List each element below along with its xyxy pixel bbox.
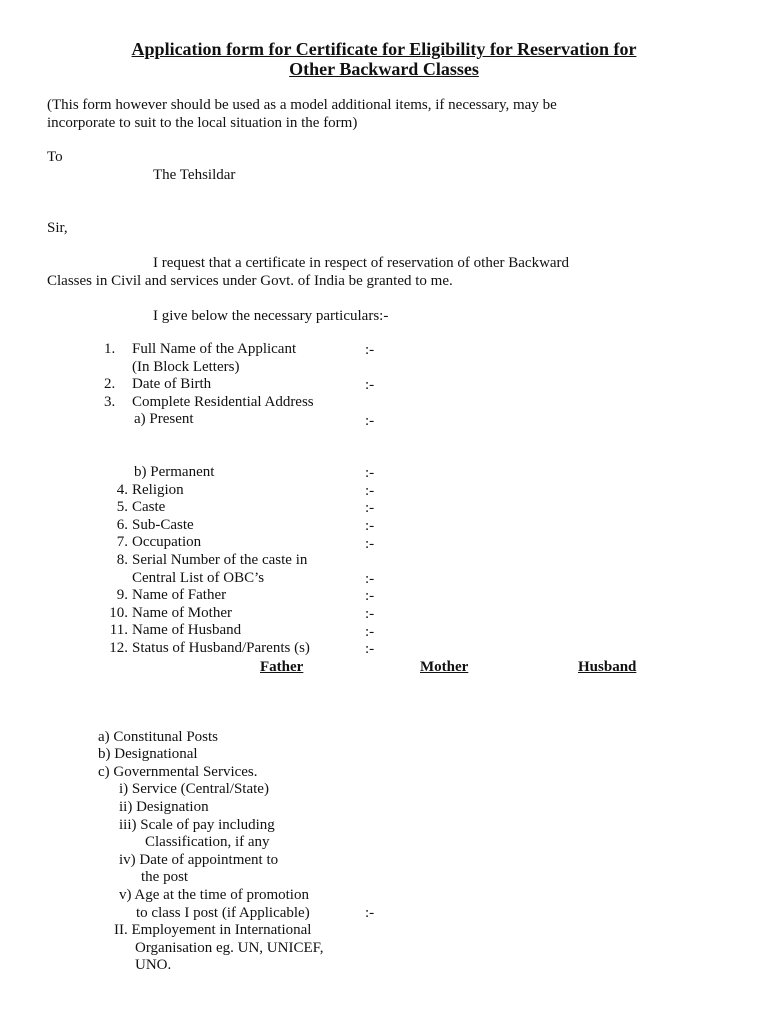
item-label: Sub-Caste	[132, 516, 194, 533]
post-item: iii) Scale of pay including	[119, 817, 275, 833]
item-number: 8.	[116, 551, 128, 568]
item-label: a) Present	[134, 411, 194, 428]
item-label: Central List of OBC’s	[132, 569, 265, 586]
item-label: Serial Number of the caste in	[132, 551, 308, 568]
form-title-line-1: Application form for Certificate for Eligibility for Reservation for	[131, 39, 637, 59]
post-item: c) Governmental Services.	[98, 764, 258, 780]
items-block-2	[132, 464, 310, 658]
item-number: 1.	[104, 341, 116, 357]
salutation: Sir,	[47, 220, 68, 236]
item-number: 12.	[109, 639, 128, 656]
item-label: (In Block Letters)	[132, 358, 240, 375]
item-label: Name of Husband	[132, 622, 242, 639]
note-line-1: (This form however should be used as a model additional items, if necessary, may be	[47, 97, 557, 113]
item-label: Date of Birth	[132, 376, 212, 393]
item-label: Occupation	[132, 534, 202, 551]
item-number: 5.	[116, 499, 128, 516]
separator: :-	[365, 500, 375, 516]
separator: :-	[365, 483, 375, 499]
separator: :-	[365, 905, 375, 921]
separator: :-	[365, 571, 375, 587]
header-husband: Husband	[578, 659, 637, 675]
item-number: 2.	[104, 376, 116, 393]
item-label: Status of Husband/Parents (s)	[132, 639, 310, 656]
post-item: i) Service (Central/State)	[119, 781, 269, 797]
separator: :-	[365, 377, 375, 393]
to-label: To	[47, 149, 63, 165]
particulars-intro: I give below the necessary particulars:-	[153, 308, 389, 324]
separator: :-	[365, 624, 375, 640]
post-item: Classification, if any	[145, 834, 270, 850]
separator: :-	[365, 641, 375, 657]
separator: :-	[365, 413, 375, 429]
request-line-2: Classes in Civil and services under Govt. of India be granted to me.	[47, 273, 453, 289]
separator: :-	[365, 606, 375, 622]
item-label: b) Permanent	[134, 464, 215, 480]
separator: :-	[365, 518, 375, 534]
post-item: II. Employement in International	[114, 922, 312, 938]
form-title-line-2: Other Backward Classes	[289, 59, 479, 79]
separator: :-	[365, 536, 375, 552]
post-item: Organisation eg. UN, UNICEF,	[135, 940, 324, 956]
item-number: 3.	[104, 393, 116, 410]
item-numbers-2	[100, 464, 128, 658]
post-item: ii) Designation	[119, 799, 209, 815]
post-item: b) Designational	[98, 746, 198, 762]
request-line-1: I request that a certificate in respect of reservation of other Backward	[153, 255, 570, 271]
header-mother: Mother	[420, 659, 469, 675]
item-number: 9.	[116, 587, 128, 604]
post-item: a) Constitunal Posts	[98, 729, 219, 745]
item-number: 11.	[109, 622, 128, 639]
separator: :-	[365, 588, 375, 604]
items-block-1	[132, 341, 314, 429]
post-item: UNO.	[135, 957, 172, 973]
item-label: Full Name of the Applicant	[132, 341, 297, 357]
post-item: v) Age at the time of promotion	[119, 887, 309, 903]
item-label: Name of Father	[132, 587, 227, 604]
item-label: Name of Mother	[132, 604, 232, 621]
post-item: iv) Date of appointment to	[119, 852, 279, 868]
item-number: 10.	[109, 604, 128, 621]
note-line-2: incorporate to suit to the local situation in the form)	[47, 115, 358, 131]
item-label: Religion	[132, 481, 184, 498]
item-number: 4.	[116, 481, 128, 498]
item-number: 6.	[116, 516, 128, 533]
separator: :-	[365, 342, 375, 358]
item-numbers	[104, 341, 115, 411]
item-label: Complete Residential Address	[132, 393, 314, 410]
separator: :-	[365, 465, 375, 481]
item-number: 7.	[116, 534, 128, 551]
post-item: to class I post (if Applicable)	[136, 905, 310, 921]
header-father: Father	[260, 659, 304, 675]
post-item: the post	[141, 869, 189, 885]
item-label: Caste	[132, 499, 166, 516]
addressee: The Tehsildar	[153, 167, 236, 183]
